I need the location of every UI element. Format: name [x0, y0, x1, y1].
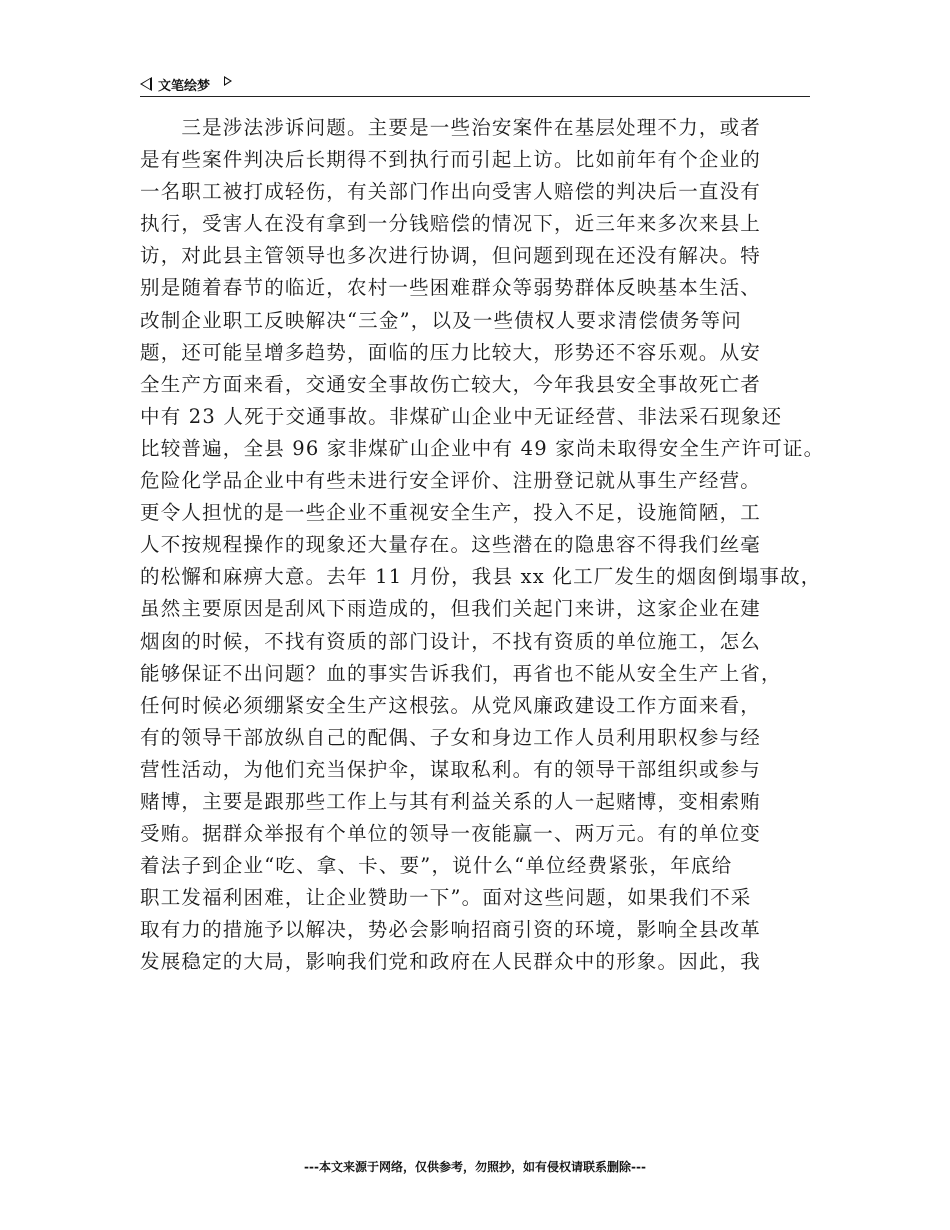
text-line: 发展稳定的大局，影响我们党和政府在人民群众中的形象。因此，我: [140, 950, 762, 974]
text-line: 题，还可能呈增多趋势，面临的压力比较大，形势还不容乐观。从安: [140, 340, 762, 364]
text-line: 的松懈和麻痹大意。去年 11 月份，我县 xx 化工厂发生的烟囱倒塌事故，: [140, 565, 822, 589]
document-header: [140, 72, 810, 97]
text-line: 三是涉法涉诉问题。主要是一些治安案件在基层处理不力，或者: [140, 116, 762, 139]
text-line: 更令人担忧的是一些企业不重视安全生产，投入不足，设施简陋，工: [140, 501, 762, 525]
text-line: 着法子到企业“吃、拿、卡、要”，说什么“单位经费紧张，年底给: [140, 854, 733, 878]
text-line: 全生产方面来看，交通安全事故伤亡较大，今年我县安全事故死亡者: [140, 372, 762, 396]
text-line: 受贿。据群众举报有个单位的领导一夜能赢一、两万元。有的单位变: [140, 822, 762, 846]
text-line: 人不按规程操作的现象还大量存在。这些潜在的隐患容不得我们丝毫: [140, 533, 762, 557]
document-body: [140, 112, 840, 979]
text-line: 虽然主要原因是刮风下雨造成的，但我们关起门来讲，这家企业在建: [140, 597, 762, 621]
text-line: 中有 23 人死于交通事故。非煤矿山企业中无证经营、非法采石现象还: [140, 404, 783, 428]
footer-notice: ---本文来源于网络，仅供参考，勿照抄，如有侵权请联系删除---: [304, 1160, 646, 1174]
text-line: 有的领导干部放纵自己的配偶、子女和身边工作人员利用职权参与经: [140, 725, 762, 749]
text-line: 执行，受害人在没有拿到一分钱赔偿的情况下，近三年来多次来县上: [140, 212, 762, 236]
text-line: 烟囱的时候，不找有资质的部门设计，不找有资质的单位施工，怎么: [140, 629, 762, 653]
text-line: 职工发福利困难，让企业赞助一下”。面对这些问题，如果我们不采: [140, 886, 752, 910]
text-line: 别是随着春节的临近，农村一些困难群众等弱势群体反映基本生活、: [140, 276, 762, 300]
text-line: 能够保证不出问题？血的事实告诉我们，再省也不能从安全生产上省，: [140, 661, 782, 685]
triangle-left-icon: [140, 77, 152, 91]
text-line: 访，对此县主管领导也多次进行协调，但问题到现在还没有解决。特: [140, 244, 762, 268]
header-title: 文笔绘梦: [158, 78, 211, 94]
text-line: 赌博，主要是跟那些工作上与其有利益关系的人一起赌博，变相索贿: [140, 789, 762, 813]
text-line: 一名职工被打成轻伤，有关部门作出向受害人赔偿的判决后一直没有: [140, 180, 762, 204]
text-line: 是有些案件判决后长期得不到执行而引起上访。比如前年有个企业的: [140, 148, 762, 172]
triangle-right-icon: [224, 76, 232, 86]
text-line: 改制企业职工反映解决“三金”，以及一些债权人要求清偿债务等问: [140, 308, 742, 332]
text-line: 任何时候必须绷紧安全生产这根弦。从党风廉政建设工作方面来看，: [140, 693, 762, 717]
text-line: 比较普遍，全县 96 家非煤矿山企业中有 49 家尚未取得安全生产许可证。: [140, 436, 825, 460]
text-line: 危险化学品企业中有些未进行安全评价、注册登记就从事生产经营。: [140, 469, 762, 493]
text-line: 营性活动，为他们充当保护伞，谋取私利。有的领导干部组织或参与: [140, 757, 762, 781]
text-line: 取有力的措施予以解决，势必会影响招商引资的环境，影响全县改革: [140, 918, 762, 942]
